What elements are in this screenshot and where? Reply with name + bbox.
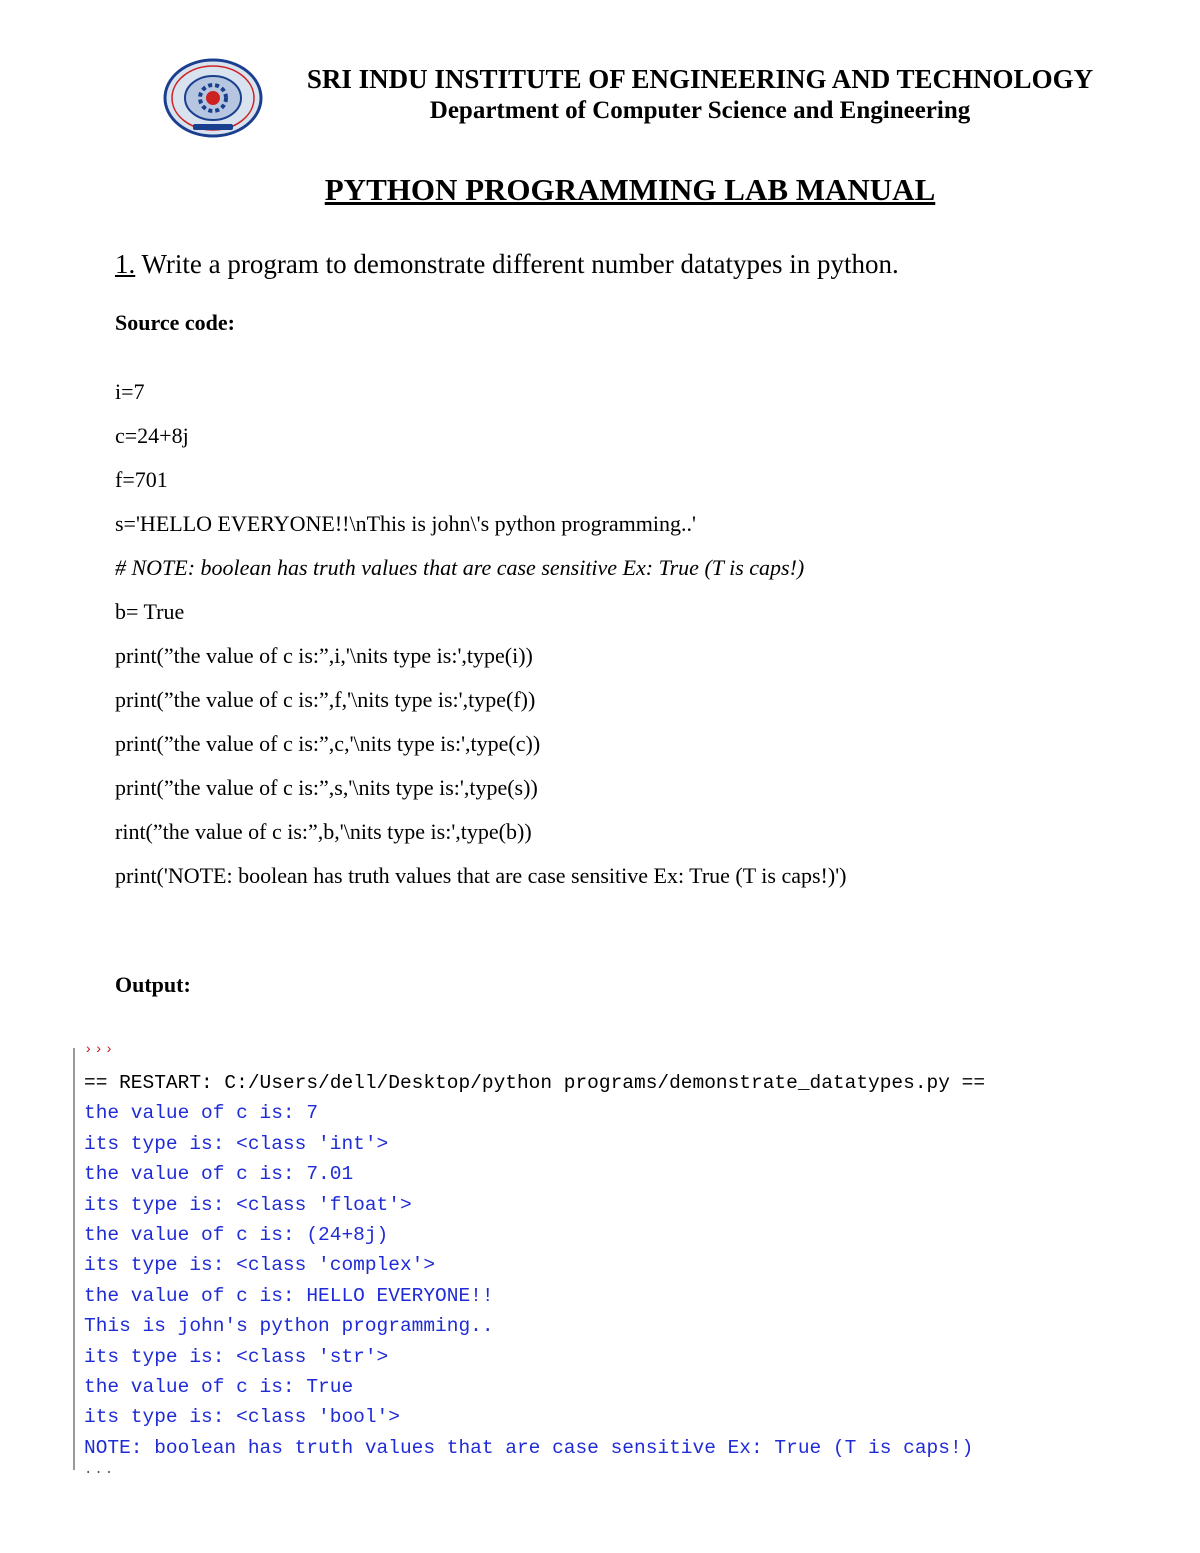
institute-seal-logo xyxy=(163,58,263,138)
code-comment: # NOTE: boolean has truth values that are case sensitive Ex: True (T is caps!) xyxy=(115,555,805,580)
code-line: s='HELLO EVERYONE!!\nThis is john\'s python programming..' xyxy=(115,511,696,536)
console-line: the value of c is: True xyxy=(84,1375,354,1398)
console-line: This is john's python programming.. xyxy=(84,1315,494,1338)
output-heading: Output: xyxy=(115,972,191,997)
console-line: the value of c is: (24+8j) xyxy=(84,1223,389,1246)
code-line: print(”the value of c is:”,s,'\nits type is:',type(s)) xyxy=(115,775,538,800)
console-line: its type is: <class 'float'> xyxy=(84,1193,412,1216)
code-line: i=7 xyxy=(115,379,145,404)
manual-title: PYTHON PROGRAMMING LAB MANUAL xyxy=(324,172,936,207)
code-line: print('NOTE: boolean has truth values that are case sensitive Ex: True (T is caps!)') xyxy=(115,863,847,888)
console-line: its type is: <class 'bool'> xyxy=(84,1406,400,1429)
console-output-screenshot xyxy=(73,1042,986,1478)
console-line: NOTE: boolean has truth values that are case sensitive Ex: True (T is caps!) xyxy=(84,1436,974,1459)
shell-prompt: ››› xyxy=(84,1042,116,1058)
question xyxy=(115,249,899,280)
console-line: its type is: <class 'int'> xyxy=(84,1132,389,1155)
console-line: its type is: <class 'str'> xyxy=(84,1345,389,1368)
code-line: b= True xyxy=(115,599,185,624)
shell-continuation: ... xyxy=(84,1462,116,1478)
console-lines xyxy=(84,1068,985,1463)
question-number: 1. xyxy=(115,249,136,279)
code-line: c=24+8j xyxy=(115,423,189,448)
code-line: f=701 xyxy=(115,467,168,492)
source-code-heading: Source code: xyxy=(115,310,235,335)
console-line: its type is: <class 'complex'> xyxy=(84,1254,436,1277)
console-line: the value of c is: 7.01 xyxy=(84,1163,354,1186)
restart-line: == RESTART: C:/Users/dell/Desktop/python programs/demonstrate_datatypes.py == xyxy=(84,1072,986,1094)
code-line: rint(”the value of c is:”,b,'\nits type is:',type(b)) xyxy=(115,819,532,844)
source-code-block xyxy=(115,370,847,898)
code-line: print(”the value of c is:”,c,'\nits type is:',type(c)) xyxy=(115,731,541,756)
department-name: Department of Computer Science and Engineering xyxy=(429,97,971,124)
code-line: print(”the value of c is:”,i,'\nits type is:',type(i)) xyxy=(115,643,533,668)
console-line: the value of c is: 7 xyxy=(84,1102,319,1125)
question-text: Write a program to demonstrate different number datatypes in python. xyxy=(135,249,899,279)
code-line: print(”the value of c is:”,f,'\nits type is:',type(f)) xyxy=(115,687,536,712)
console-line: the value of c is: HELLO EVERYONE!! xyxy=(84,1284,494,1307)
institute-name: SRI INDU INSTITUTE OF ENGINEERING AND TECHNOLOGY xyxy=(306,64,1094,94)
